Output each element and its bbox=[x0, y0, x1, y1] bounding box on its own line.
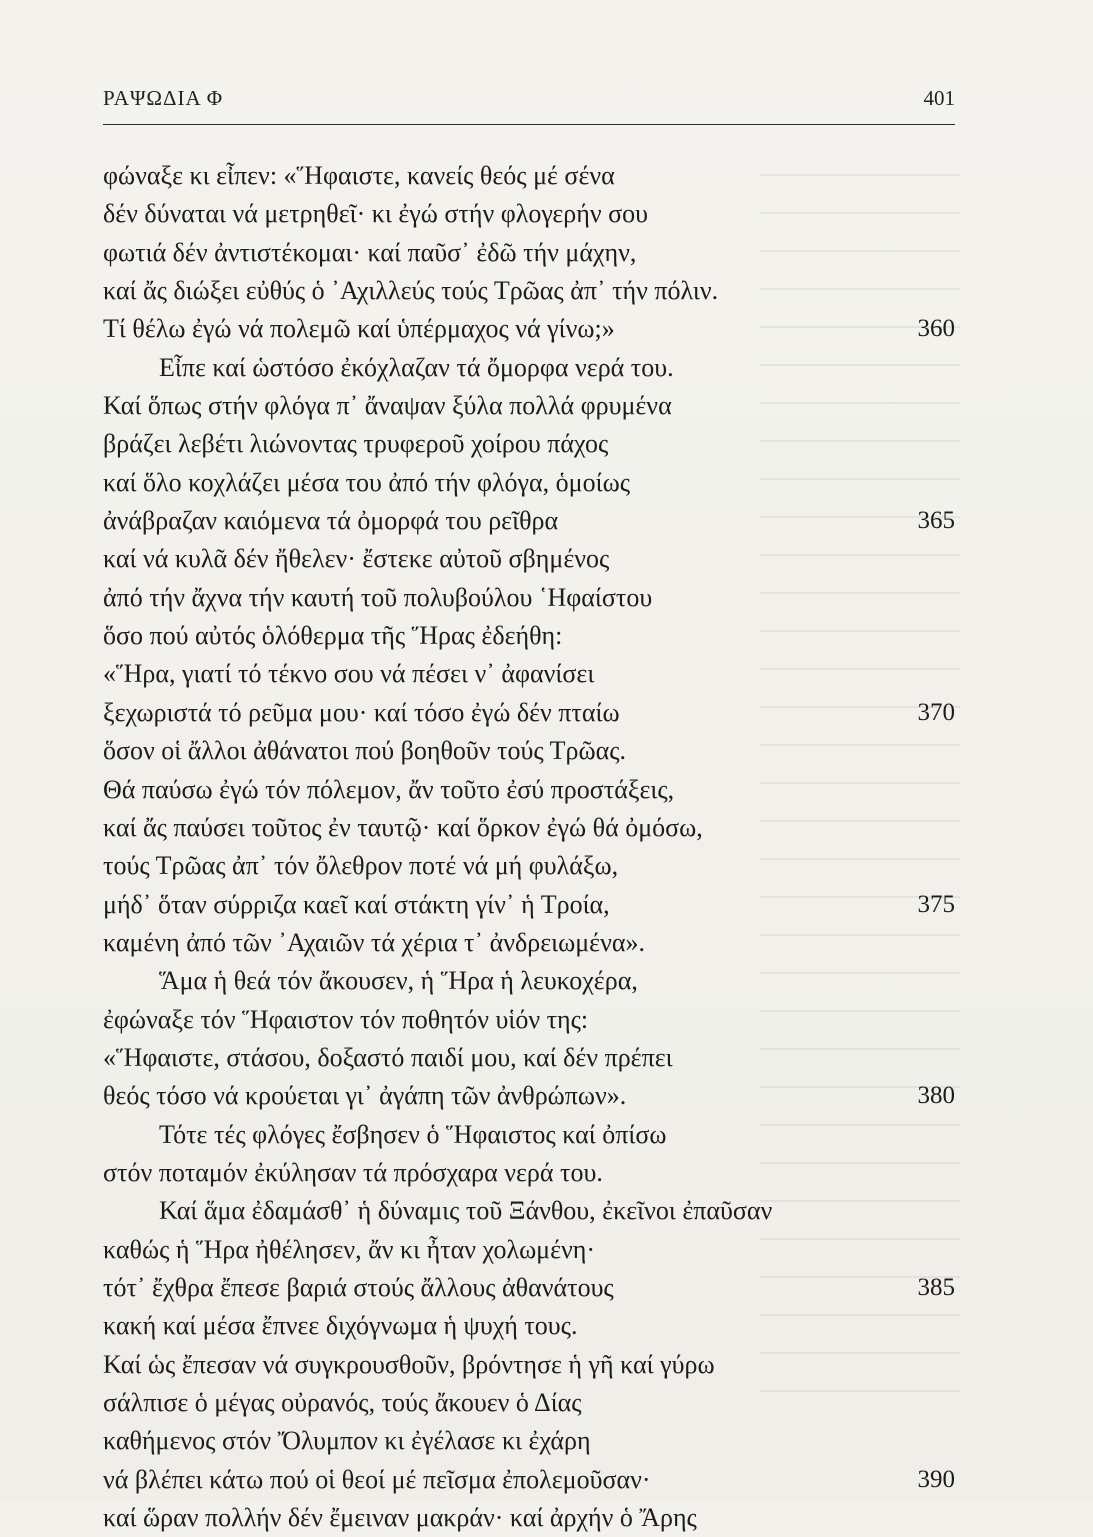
verse-line bbox=[103, 1077, 955, 1115]
verse-line bbox=[103, 272, 955, 310]
verse-line-text: «Ἥρα, γιατί τό τέκνο σου νά πέσει ν᾽ ἀφανίσει bbox=[103, 659, 595, 689]
verse-line bbox=[103, 1346, 955, 1384]
verse-line bbox=[103, 387, 955, 425]
verse-line bbox=[103, 1116, 955, 1154]
verse-line bbox=[103, 809, 955, 847]
verse-line-text: τότ᾽ ἔχθρα ἔπεσε βαριά στούς ἄλλους ἀθανάτους bbox=[103, 1272, 614, 1302]
verse-line bbox=[103, 464, 955, 502]
verse-line-text: θεός τόσο νά κρούεται γι᾽ ἀγάπη τῶν ἀνθρώπων». bbox=[103, 1081, 627, 1111]
verse-line bbox=[103, 540, 955, 578]
line-number: 370 bbox=[917, 698, 955, 726]
verse-line-text: καθώς ἡ Ἥρα ἠθέλησεν, ἄν κι ἦταν χολωμένη· bbox=[103, 1234, 596, 1264]
verse-line bbox=[103, 1192, 955, 1230]
verse-line bbox=[103, 1461, 955, 1499]
verse-line-text: ὅσον οἱ ἄλλοι ἀθάνατοι πού βοηθοῦν τούς Τρῶας. bbox=[103, 736, 627, 766]
verse-line bbox=[103, 234, 955, 272]
verse-line bbox=[103, 1154, 955, 1192]
verse-line bbox=[103, 425, 955, 463]
verse-line-text: καί ὥραν πολλήν δέν ἔμειναν μακράν· καί ἀρχήν ὁ Ἄρης bbox=[103, 1503, 697, 1533]
verse-line-text: Καί ὅπως στήν φλόγα π᾽ ἄναψαν ξύλα πολλά φρυμένα bbox=[103, 391, 672, 421]
verse-line bbox=[103, 655, 955, 693]
verse-line bbox=[103, 924, 955, 962]
header-rule bbox=[103, 124, 955, 125]
verse-line-text: Τί θέλω ἐγώ νά πολεμῶ καί ὑπέρμαχος νά γίνω;» bbox=[103, 314, 615, 344]
verse-line-text: ὅσο πού αὐτός ὁλόθερμα τῆς Ἥρας ἐδεήθη: bbox=[103, 621, 563, 651]
verse-line-text: νά βλέπει κάτω πού οἱ θεοί μέ πεῖσμα ἐπολεμοῦσαν· bbox=[103, 1464, 651, 1494]
verse-line bbox=[103, 1422, 955, 1460]
verse-line-text: «Ἥφαιστε, στάσου, δοξαστό παιδί μου, καί δέν πρέπει bbox=[103, 1042, 673, 1072]
verse-line bbox=[103, 1307, 955, 1345]
line-number: 375 bbox=[917, 890, 955, 918]
verse-line bbox=[103, 310, 955, 348]
verse-line bbox=[103, 962, 955, 1000]
verse-line-text: φωτιά δέν ἀντιστέκομαι· καί παῦσ᾽ ἐδῶ τήν μάχην, bbox=[103, 237, 637, 267]
verse-line-text: Καί ἅμα ἐδαμάσθ᾽ ἡ δύναμις τοῦ Ξάνθου, ἐκεῖνοι ἐπαῦσαν bbox=[159, 1196, 773, 1226]
verse-line bbox=[103, 1039, 955, 1077]
verse-line-text: Εἶπε καί ὡστόσο ἐκόχλαζαν τά ὄμορφα νερά του. bbox=[159, 352, 674, 382]
verse-line bbox=[103, 579, 955, 617]
verse-line bbox=[103, 349, 955, 387]
verse-line-text: ξεχωριστά τό ρεῦμα μου· καί τόσο ἐγώ δέν πταίω bbox=[103, 697, 620, 727]
verse-line bbox=[103, 886, 955, 924]
verse-line-text: μήδ᾽ ὅταν σύρριζα καεῖ καί στάκτη γίν᾽ ἡ Τροία, bbox=[103, 889, 610, 919]
verse-line bbox=[103, 1231, 955, 1269]
line-number: 360 bbox=[917, 315, 955, 343]
verse-line-text: δέν δύναται νά μετρηθεῖ· κι ἐγώ στήν φλογερήν σου bbox=[103, 199, 648, 229]
verse-line-text: Θά παύσω ἐγώ τόν πόλεμον, ἄν τοῦτο ἐσύ προστάξεις, bbox=[103, 774, 675, 804]
verse-line bbox=[103, 502, 955, 540]
verse-line-text: στόν ποταμόν ἐκύλησαν τά πρόσχαρα νερά του. bbox=[103, 1157, 603, 1187]
verse-line-text: καί ὅλο κοχλάζει μέσα του ἀπό τήν φλόγα, ὁμοίως bbox=[103, 467, 631, 497]
verse-line bbox=[103, 1269, 955, 1307]
verse-line bbox=[103, 732, 955, 770]
running-title: ΡΑΨΩΔΙΑ Φ bbox=[103, 86, 224, 110]
verse-line-text: καθήμενος στόν Ὄλυμπον κι ἐγέλασε κι ἐχάρη bbox=[103, 1426, 591, 1456]
line-number: 385 bbox=[917, 1273, 955, 1301]
verse-line-text: καμένη ἀπό τῶν ᾽Αχαιῶν τά χέρια τ᾽ ἀνδρειωμένα». bbox=[103, 927, 645, 957]
page-header bbox=[103, 86, 955, 120]
verse-line-text: φώναξε κι εἶπεν: «Ἥφαιστε, κανείς θεός μέ σένα bbox=[103, 161, 615, 190]
verse-line bbox=[103, 847, 955, 885]
line-number: 380 bbox=[917, 1082, 955, 1110]
verse-line bbox=[103, 157, 955, 195]
verse-line-text: Ἅμα ἡ θεά τόν ἄκουσεν, ἡ Ἥρα ἡ λευκοχέρα, bbox=[159, 966, 638, 996]
page-number: 401 bbox=[923, 86, 955, 110]
verse-line bbox=[103, 617, 955, 655]
verse-line-text: ἀνάβραζαν καιόμενα τά ὀμορφά του ρεῖθρα bbox=[103, 506, 559, 536]
verse-line-text: ἐφώναξε τόν Ἥφαιστον τόν ποθητόν υἱόν της: bbox=[103, 1004, 589, 1034]
verse-line bbox=[103, 195, 955, 233]
verse-block bbox=[103, 157, 955, 1537]
verse-line-text: καί ἄς διώξει εὐθύς ὁ ᾽Αχιλλεύς τούς Τρῶας ἀπ᾽ τήν πόλιν. bbox=[103, 276, 719, 306]
verse-line-text: βράζει λεβέτι λιώνοντας τρυφεροῦ χοίρου πάχος bbox=[103, 429, 609, 459]
verse-line-text: κακή καί μέσα ἔπνεε διχόγνωμα ἡ ψυχή τους. bbox=[103, 1311, 578, 1341]
verse-line-text: καί νά κυλᾶ δέν ἤθελεν· ἔστεκε αὐτοῦ σβημένος bbox=[103, 544, 610, 574]
verse-line bbox=[103, 694, 955, 732]
verse-line bbox=[103, 771, 955, 809]
verse-line-text: Καί ὡς ἔπεσαν νά συγκρουσθοῦν, βρόντησε ἡ γῆ καί γύρω bbox=[103, 1349, 715, 1379]
verse-line bbox=[103, 1499, 955, 1537]
verse-line bbox=[103, 1384, 955, 1422]
verse-line-text: ἀπό τήν ἄχνα τήν καυτή τοῦ πολυβούλου ῾Ηφαίστου bbox=[103, 582, 653, 612]
verse-line-text: σάλπισε ὁ μέγας οὐρανός, τούς ἄκουεν ὁ Δίας bbox=[103, 1388, 582, 1417]
verse-line-text: Τότε τές φλόγες ἔσβησεν ὁ Ἥφαιστος καί ὀπίσω bbox=[159, 1119, 667, 1149]
verse-line bbox=[103, 1001, 955, 1039]
line-number: 390 bbox=[917, 1465, 955, 1493]
line-number: 365 bbox=[917, 507, 955, 535]
verse-line-text: τούς Τρῶας ἀπ᾽ τόν ὄλεθρον ποτέ νά μή φυλάξω, bbox=[103, 851, 619, 881]
verse-line-text: καί ἄς παύσει τοῦτος ἐν ταυτῷ· καί ὅρκον ἐγώ θά ὀμόσω, bbox=[103, 812, 703, 842]
